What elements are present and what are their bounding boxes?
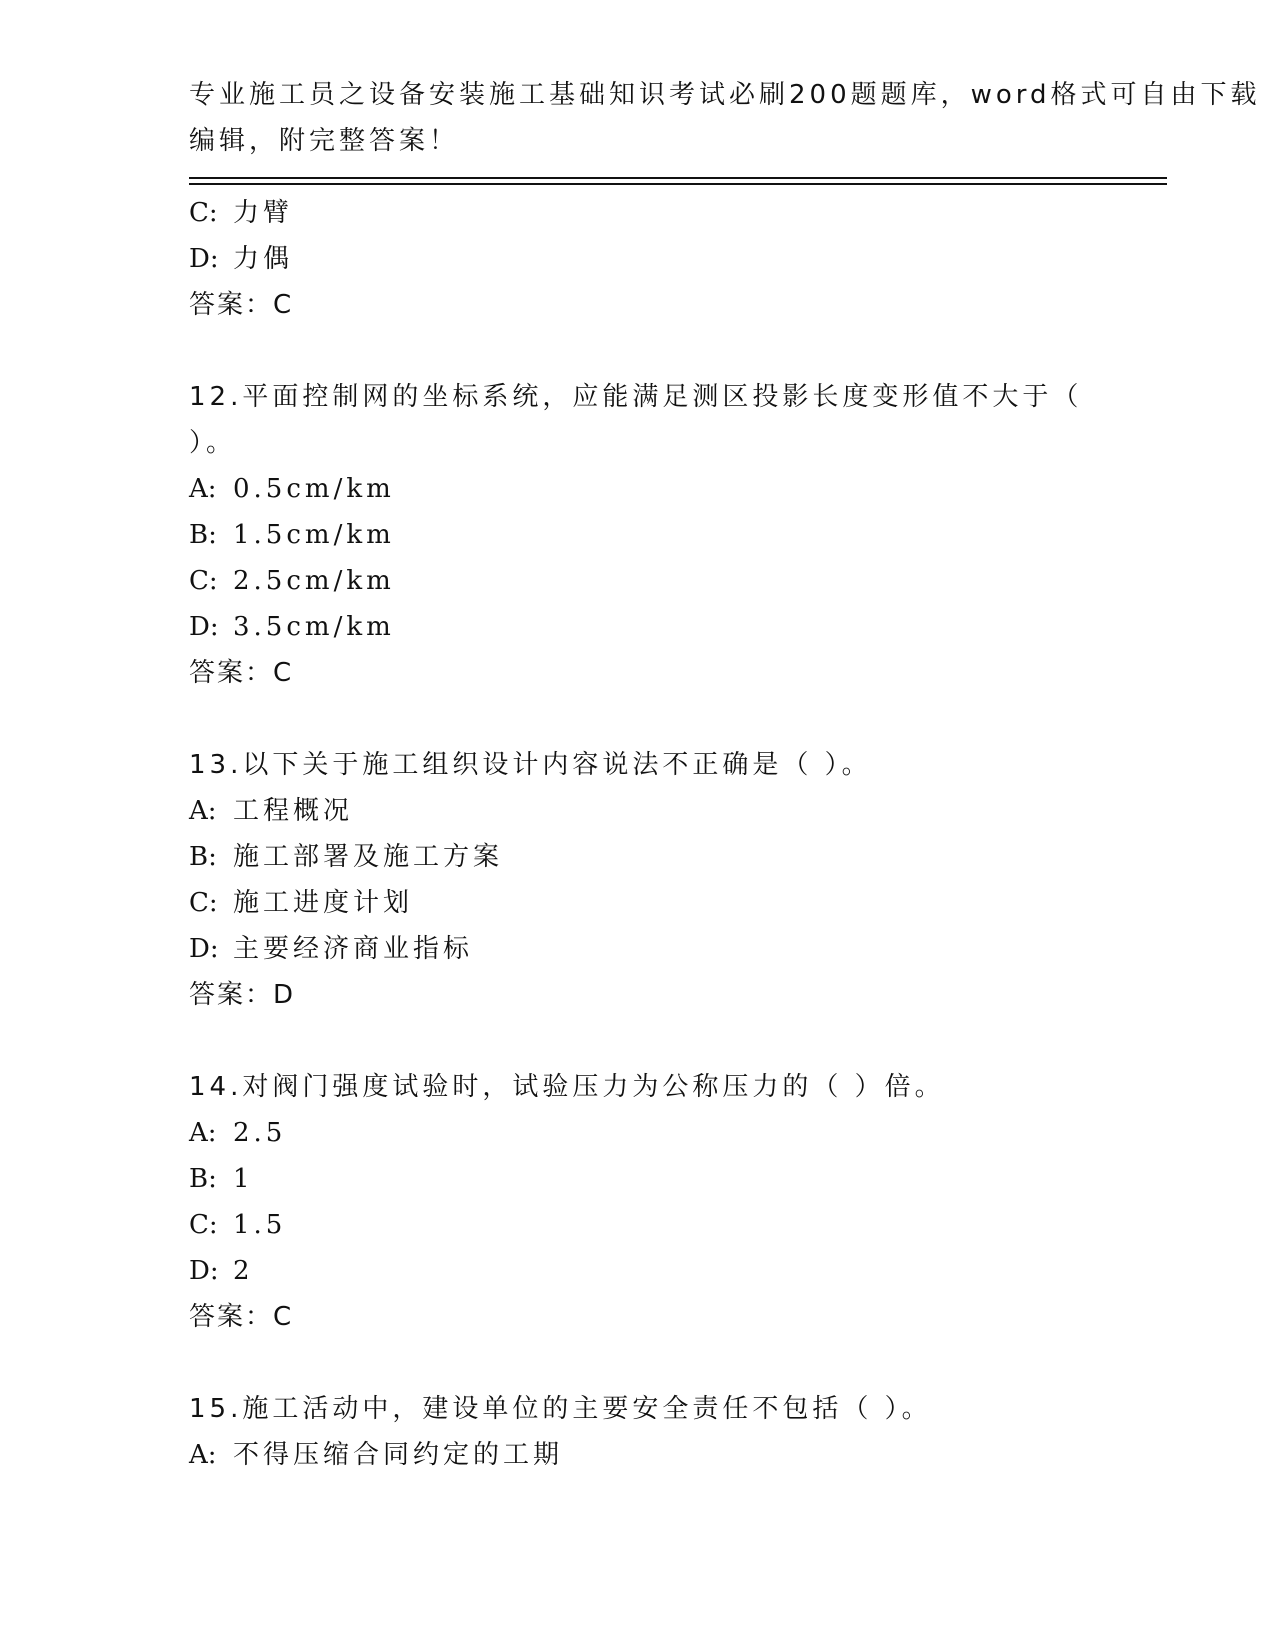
option-text: 1.5	[233, 1210, 287, 1240]
option-text: 主要经济商业指标	[233, 934, 474, 964]
option-d	[189, 604, 1169, 650]
question-stem: 12.平面控制网的坐标系统，应能满足测区投影长度变形值不大于（	[189, 382, 1083, 412]
option-a	[189, 466, 1169, 512]
option-letter: A:	[189, 1118, 217, 1148]
option-letter: B:	[189, 520, 217, 550]
option-text: 力偶	[233, 244, 294, 274]
option-a	[189, 1432, 1169, 1478]
option-b	[189, 834, 1169, 880]
option-d	[189, 236, 1169, 282]
question-content	[189, 190, 1169, 1478]
question-stem-continued: ）。	[189, 428, 237, 458]
question-stem: 13.以下关于施工组织设计内容说法不正确是（ ）。	[189, 750, 872, 780]
option-letter: C:	[189, 888, 218, 918]
option-d	[189, 926, 1169, 972]
option-text: 2.5cm/km	[233, 566, 395, 596]
option-text: 0.5cm/km	[233, 474, 395, 504]
option-letter: D:	[189, 934, 219, 964]
answer-line: 答案：C	[189, 658, 294, 688]
option-letter: B:	[189, 842, 217, 872]
header-line-2: 编辑，附完整答案！	[189, 126, 460, 156]
option-letter: A:	[189, 796, 217, 826]
spacer	[189, 1018, 1169, 1064]
option-letter: D:	[189, 1256, 219, 1286]
option-text: 不得压缩合同约定的工期	[233, 1440, 564, 1470]
option-text: 1.5cm/km	[233, 520, 395, 550]
option-letter: A:	[189, 474, 217, 504]
header-line-1: 专业施工员之设备安装施工基础知识考试必刷200题题库，word格式可自由下载	[189, 80, 1261, 110]
option-d	[189, 1248, 1169, 1294]
question-stem: 15.施工活动中，建设单位的主要安全责任不包括（ ）。	[189, 1394, 932, 1424]
option-text: 施工进度计划	[233, 888, 414, 918]
option-text: 施工部署及施工方案	[233, 842, 504, 872]
option-letter: C:	[189, 198, 218, 228]
document-header	[189, 72, 1261, 164]
spacer	[189, 696, 1169, 742]
option-b	[189, 1156, 1169, 1202]
option-text: 2.5	[233, 1118, 287, 1148]
option-letter: D:	[189, 244, 219, 274]
answer-line: 答案：C	[189, 290, 294, 320]
option-letter: C:	[189, 566, 218, 596]
header-rule-top	[189, 177, 1167, 179]
option-b	[189, 512, 1169, 558]
header-rule-bottom	[189, 183, 1167, 185]
option-c	[189, 190, 1169, 236]
option-c	[189, 558, 1169, 604]
answer-line: 答案：C	[189, 1302, 294, 1332]
option-c	[189, 1202, 1169, 1248]
option-a	[189, 788, 1169, 834]
question-stem: 14.对阀门强度试验时，试验压力为公称压力的（ ）倍。	[189, 1072, 945, 1102]
option-letter: A:	[189, 1440, 217, 1470]
option-text: 工程概况	[233, 796, 354, 826]
answer-line: 答案：D	[189, 980, 296, 1010]
option-letter: C:	[189, 1210, 218, 1240]
option-a	[189, 1110, 1169, 1156]
option-letter: D:	[189, 612, 219, 642]
option-c	[189, 880, 1169, 926]
option-text: 1	[233, 1164, 254, 1194]
option-text: 力臂	[233, 198, 294, 228]
option-text: 2	[233, 1256, 254, 1286]
spacer	[189, 328, 1169, 374]
spacer	[189, 1340, 1169, 1386]
option-letter: B:	[189, 1164, 217, 1194]
option-text: 3.5cm/km	[233, 612, 395, 642]
